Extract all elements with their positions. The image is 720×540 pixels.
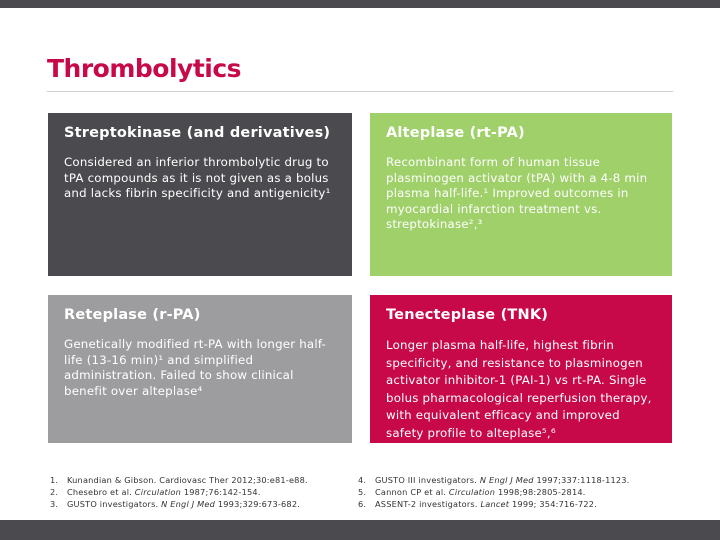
streptokinase-heading: Streptokinase (and derivatives) bbox=[64, 125, 331, 141]
bottom-bar bbox=[0, 520, 720, 540]
alteplase-heading: Alteplase (rt-PA) bbox=[386, 125, 525, 141]
reference-item: 5. Cannon CP et al. Circulation 1998;98:2805-2814. bbox=[358, 487, 586, 498]
slide-title: Thrombolytics bbox=[47, 54, 242, 83]
reteplase-box bbox=[48, 295, 352, 443]
streptokinase-body: Considered an inferior thrombolytic drug to tPA compounds as it is not given as a bolus and lacks fibrin specificity and antigenicity¹ bbox=[64, 155, 331, 200]
top-bar bbox=[0, 0, 720, 8]
alteplase-box bbox=[370, 113, 672, 276]
tenecteplase-heading: Tenecteplase (TNK) bbox=[386, 307, 549, 323]
reference-item: 2. Chesebro et al. Circulation 1987;76:142-154. bbox=[50, 487, 261, 498]
tenecteplase-body: Longer plasma half-life, highest fibrin specificity, and resistance to plasminogen activator inhibitor-1 (PAI-1) vs rt-PA. Single bolus pharmacological reperfusion therapy, with equivalent efficacy and improved safety profile to alteplase⁵,⁶ bbox=[386, 338, 652, 440]
reference-item: 6. ASSENT-2 investigators. Lancet 1999; 354:716-722. bbox=[358, 499, 598, 510]
streptokinase-box bbox=[48, 113, 352, 276]
title-divider bbox=[47, 91, 673, 92]
references-left bbox=[50, 475, 308, 512]
alteplase-body: Recombinant form of human tissue plasminogen activator (tPA) with a 4-8 min plasma half-life.¹ Improved outcomes in myocardial infarction treatment vs. streptokinase²,³ bbox=[386, 155, 648, 231]
reference-item: 4. GUSTO III investigators. N Engl J Med 1997;337:1118-1123. bbox=[358, 475, 630, 485]
reteplase-heading: Reteplase (r-PA) bbox=[64, 307, 201, 323]
references-right bbox=[358, 475, 630, 512]
reteplase-body: Genetically modified rt-PA with longer half-life (13-16 min)¹ and simplified administration. Failed to show clinical benefit over alteplase⁴ bbox=[64, 337, 326, 398]
tenecteplase-box bbox=[370, 295, 672, 443]
reference-item: 1. Kunandian & Gibson. Cardiovasc Ther 2012;30:e81-e88. bbox=[50, 475, 308, 485]
reference-item: 3. GUSTO investigators. N Engl J Med 1993;329:673-682. bbox=[50, 499, 301, 510]
